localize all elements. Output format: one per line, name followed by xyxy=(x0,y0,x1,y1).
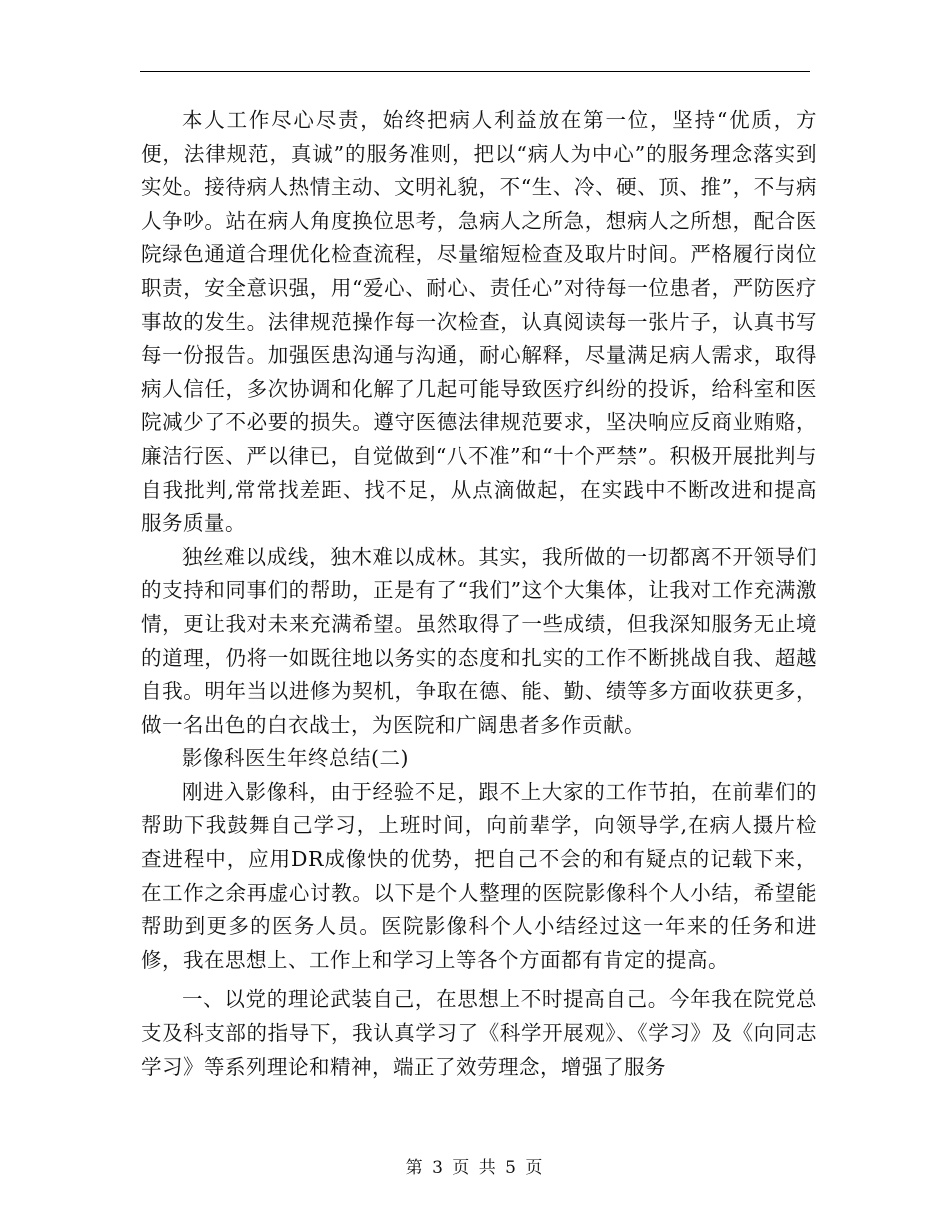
paragraph-teamwork: 独丝难以成线，独木难以成林。其实，我所做的一切都离不开领导们的支持和同事们的帮助，正是有了“我们”这个大集体，让我对工作充满激情，更让我对未来充满希望。虽然取得了一些成绩，但我深知服务无止境的道理，仍将一如既往地以务实的态度和扎实的工作不断挑战自我、超越自我。明年当以进修为契机，争取在德、能、勤、绩等多方面收获更多，做一名出色的白衣战士，为医院和广阔患者多作贡献。 xyxy=(141,544,817,737)
section-heading: 影像科医生年终总结(二) xyxy=(182,746,409,771)
document-body xyxy=(141,104,817,1084)
paragraph-service-principles: 本人工作尽心尽责，始终把病人利益放在第一位，坚持“优质，方便，法律规范，真诚”的服务准则，把以“病人为中心”的服务理念落实到实处。接待病人热情主动、文明礼貌，不“生、冷、硬、顶、推”，不与病人争吵。站在病人角度换位思考，急病人之所急，想病人之所想，配合医院绿色通道合理优化检查流程，尽量缩短检查及取片时间。严格履行岗位职责，安全意识强，用“爱心、耐心、责任心”对待每一位患者，严防医疗事故的发生。法律规范操作每一次检查，认真阅读每一张片子，认真书写每一份报告。加强医患沟通与沟通，耐心解释，尽量满足病人需求，取得病人信任，多次协调和化解了几起可能导致医疗纠纷的投诉，给科室和医院减少了不必要的损失。遵守医德法律规范要求，坚决响应反商业贿赂，廉洁行医、严以律已，自觉做到“八不准”和“十个严禁”。积极开展批判与自我批判,常常找差距、找不足，从点滴做起，在实践中不断改进和提高服务质量。 xyxy=(141,108,817,536)
paragraph-theory-study: 一、以党的理论武装自己，在思想上不时提高自己。今年我在院党总支及科支部的指导下，我认真学习了《科学开展观》、《学习》及《向同志学习》等系列理论和精神，端正了效劳理念，增强了服务 xyxy=(141,987,817,1079)
paragraph-joining-department: 刚进入影像科，由于经验不足，跟不上大家的工作节拍，在前辈们的帮助下我鼓舞自己学习，上班时间，向前辈学，向领导学,在病人摄片检查进程中，应用DR成像快的优势，把自己不会的和有疑点的记载下来，在工作之余再虚心讨教。以下是个人整理的医院影像科个人小结，希望能帮助到更多的医务人员。医院影像科个人小结经过这一年来的任务和进修，我在思想上、工作上和学习上等各个方面都有肯定的提高。 xyxy=(141,779,817,972)
page-number-footer: 第 3 页 共 5 页 xyxy=(405,1158,545,1178)
header-rule xyxy=(140,71,810,72)
